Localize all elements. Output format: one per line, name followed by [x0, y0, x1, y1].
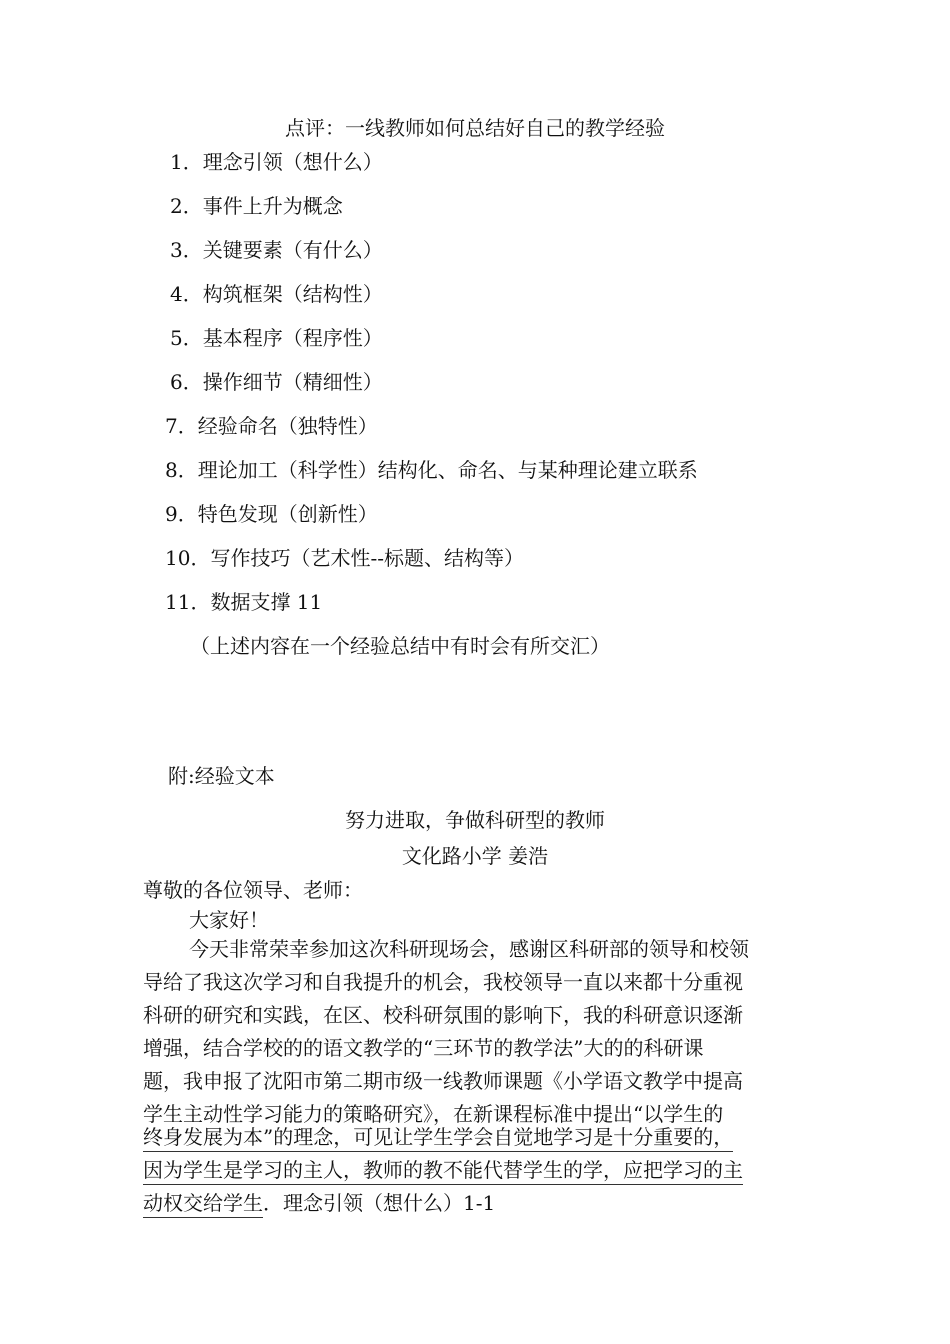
review-item-8: 8．理论加工（科学性）结构化、命名、与某种理论建立联系 [165, 458, 698, 482]
review-item-11: 11．数据支撑 11 [165, 590, 323, 614]
underlined-text: 终身发展为本”的理念，可见让学生学会自觉地学习是十分重要的， [143, 1125, 733, 1152]
paragraph-line: 导给了我这次学习和自我提升的机会，我校领导一直以来都十分重视 [143, 970, 743, 994]
appendix-label: 附:经验文本 [168, 764, 275, 788]
review-item-9: 9．特色发现（创新性） [165, 502, 378, 526]
paragraph-line-last [143, 1189, 495, 1217]
margin-annotation: ．理念引领（想什么）1-1 [263, 1191, 496, 1215]
review-item-10: 10．写作技巧（艺术性--标题、结构等） [165, 546, 524, 570]
underlined-text: 动权交给学生 [143, 1191, 263, 1218]
review-item-5: 5．基本程序（程序性） [170, 326, 383, 350]
paragraph-line-underlined [143, 1123, 733, 1151]
paragraph-line: 学生主动性学习能力的策略研究》，在新课程标准中提出“以学生的 [143, 1102, 724, 1126]
paragraph-line-underlined [143, 1156, 743, 1184]
underlined-text: 因为学生是学习的主人，教师的教不能代替学生的学，应把学习的主 [143, 1158, 743, 1185]
review-item-6: 6．操作细节（精细性） [170, 370, 383, 394]
article-title: 努力进取，争做科研型的教师 [345, 808, 605, 832]
greeting: 大家好！ [189, 908, 269, 932]
paragraph-line: 科研的研究和实践，在区、校科研氛围的影响下，我的科研意识逐渐 [143, 1003, 743, 1027]
article-author: 文化路小学 姜浩 [401, 844, 549, 868]
review-item-7: 7．经验命名（独特性） [165, 414, 378, 438]
review-item-1: 1．理念引领（想什么） [170, 150, 383, 174]
review-title: 点评：一线教师如何总结好自己的教学经验 [285, 116, 665, 140]
salutation: 尊敬的各位领导、老师： [143, 878, 363, 902]
paragraph-line: 增强，结合学校的的语文教学的“三环节的教学法”大的的科研课 [143, 1036, 704, 1060]
review-item-3: 3．关键要素（有什么） [170, 238, 383, 262]
paragraph-line: 题，我申报了沈阳市第二期市级一线教师课题《小学语文教学中提高 [143, 1069, 743, 1093]
review-item-2: 2．事件上升为概念 [170, 194, 343, 218]
review-item-4: 4．构筑框架（结构性） [170, 282, 383, 306]
review-note: （上述内容在一个经验总结中有时会有所交汇） [190, 634, 610, 658]
paragraph-line: 今天非常荣幸参加这次科研现场会，感谢区科研部的领导和校领 [189, 937, 749, 961]
